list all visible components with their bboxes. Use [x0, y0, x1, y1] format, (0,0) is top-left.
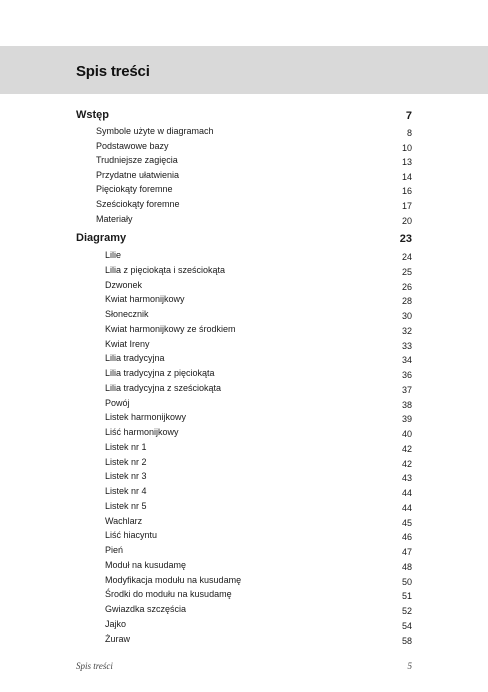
toc-entry-page: 42	[401, 458, 412, 469]
toc-entry-label: Pięciokąty foremne	[96, 184, 173, 195]
toc-entry	[0, 292, 488, 307]
toc-section-title: Diagramy	[76, 232, 127, 244]
toc-entry-page: 13	[401, 157, 412, 168]
toc-entry-label: Listek nr 2	[105, 456, 147, 467]
toc-entry-label: Kwiat Ireny	[105, 338, 150, 349]
toc-entry	[0, 153, 488, 168]
toc-entry-label: Wachlarz	[105, 515, 143, 526]
toc-entry-page: 40	[401, 429, 412, 439]
toc-entry-page: 39	[401, 414, 412, 425]
toc-entry	[0, 366, 488, 381]
toc-entry-label: Kwiat harmonijkowy	[105, 294, 185, 305]
footer-title: Spis treści	[76, 661, 113, 671]
toc-entry	[0, 396, 488, 411]
toc-entry-page: 34	[401, 355, 412, 366]
toc-entry	[0, 410, 488, 425]
toc-entry	[0, 514, 488, 529]
toc-entry	[0, 168, 488, 183]
toc-entry	[0, 558, 488, 573]
toc-entry-label: Dzwonek	[105, 279, 143, 290]
toc-entry-label: Sześciokąty foremne	[96, 199, 180, 209]
toc-entry	[0, 455, 488, 470]
toc-entry	[0, 351, 488, 366]
toc-section-title: Wstęp	[76, 109, 109, 121]
toc-section-page: 23	[399, 233, 412, 245]
toc-entry	[0, 263, 488, 278]
toc-entry	[0, 499, 488, 514]
toc-entry	[0, 573, 488, 588]
toc-entry-page: 8	[406, 128, 412, 138]
toc-entry	[0, 278, 488, 293]
toc-entry-label: Listek nr 1	[105, 441, 147, 452]
toc-entry-label: Powój	[105, 397, 130, 408]
toc-entry-label: Modyfikacja modułu na kusudamę	[105, 574, 242, 585]
toc-entry-page: 38	[401, 399, 412, 410]
toc-entry-page: 20	[401, 215, 412, 226]
page-title: Spis treści	[76, 63, 150, 80]
footer-page-number: 5	[407, 661, 412, 671]
toc-entry-page: 26	[401, 281, 412, 292]
toc-entry-page: 24	[401, 252, 412, 262]
toc-entry-page: 51	[401, 591, 412, 602]
toc-entry-label: Liść harmonijkowy	[105, 427, 179, 437]
toc-entry-page: 46	[401, 532, 412, 543]
toc-entry	[0, 197, 488, 212]
toc-entry	[0, 440, 488, 455]
toc-entry	[0, 307, 488, 322]
toc-entry-label: Przydatne ułatwienia	[96, 169, 180, 180]
toc-entry	[0, 139, 488, 154]
toc-entry-label: Żuraw	[105, 633, 131, 644]
toc-section-heading	[0, 232, 488, 247]
toc-entry-page: 44	[401, 488, 412, 498]
toc-entry-label: Liść hiacyntu	[105, 530, 158, 541]
toc-entry	[0, 469, 488, 484]
toc-entry-label: Lilia tradycyjna z sześciokąta	[105, 382, 222, 393]
toc-entry-label: Kwiat harmonijkowy ze środkiem	[105, 323, 236, 334]
toc-entry-page: 16	[401, 186, 412, 197]
toc-entry	[0, 587, 488, 602]
toc-entry-page: 10	[401, 142, 412, 153]
toc-entry	[0, 337, 488, 352]
toc-entry-page: 50	[401, 576, 412, 587]
toc-entry-page: 52	[401, 606, 412, 616]
toc-entry	[0, 632, 488, 647]
toc-entry-page: 32	[401, 325, 412, 336]
toc-entry	[0, 381, 488, 396]
toc-entry-page: 44	[401, 502, 412, 513]
toc-entry-page: 43	[401, 473, 412, 484]
title-band	[0, 46, 488, 94]
toc-entry-label: Listek nr 5	[105, 500, 147, 511]
toc-entry-page: 28	[401, 296, 412, 307]
toc-entry-page: 17	[401, 201, 412, 211]
toc-entry-page: 54	[401, 620, 412, 631]
toc-entry-label: Pień	[105, 545, 124, 555]
toc-entry-label: Lilia tradycyjna	[105, 353, 165, 364]
toc-entry-label: Listek nr 3	[105, 471, 147, 482]
toc-entry	[0, 602, 488, 617]
toc-entry-label: Trudniejsze zagięcia	[96, 155, 178, 166]
toc-entry	[0, 182, 488, 197]
toc-entry-page: 47	[401, 547, 412, 557]
toc-entry	[0, 322, 488, 337]
toc-entry-label: Jajko	[105, 618, 127, 629]
toc-entry	[0, 617, 488, 632]
toc-entry-label: Lilie	[105, 250, 122, 260]
toc-entry-label: Środki do modułu na kusudamę	[105, 589, 232, 600]
toc-entry-label: Gwiazdka szczęścia	[105, 604, 187, 614]
toc-entry-label: Moduł na kusudamę	[105, 559, 187, 570]
toc-entry-label: Lilia tradycyjna z pięciokąta	[105, 368, 215, 378]
toc-entry	[0, 528, 488, 543]
toc-entry-label: Materiały	[96, 213, 133, 224]
toc-entry-label: Symbole użyte w diagramach	[96, 126, 214, 136]
toc-entry	[0, 484, 488, 499]
toc-entry-label: Słonecznik	[105, 309, 149, 319]
toc-entry-page: 48	[401, 561, 412, 572]
toc-entry-label: Listek harmonijkowy	[105, 412, 187, 423]
toc-entry	[0, 425, 488, 440]
toc-entry	[0, 248, 488, 263]
toc-entry	[0, 124, 488, 139]
toc-section-heading	[0, 109, 488, 124]
toc-entry-page: 25	[401, 266, 412, 277]
toc-entry-page: 58	[401, 635, 412, 646]
toc-entry-page: 45	[401, 517, 412, 528]
toc-section-page: 7	[405, 110, 412, 122]
toc-entry	[0, 543, 488, 558]
toc-entry-label: Listek nr 4	[105, 486, 147, 496]
toc-entry-page: 42	[401, 443, 412, 454]
toc-entry-page: 37	[401, 384, 412, 395]
toc-entry-label: Lilia z pięciokąta i sześciokąta	[105, 264, 226, 275]
toc-entry-page: 33	[401, 340, 412, 351]
toc-entry-label: Podstawowe bazy	[96, 140, 169, 151]
toc-entry-page: 36	[401, 370, 412, 380]
toc-entry-page: 14	[401, 171, 412, 182]
toc-entry-page: 30	[401, 311, 412, 321]
toc-entry	[0, 212, 488, 227]
